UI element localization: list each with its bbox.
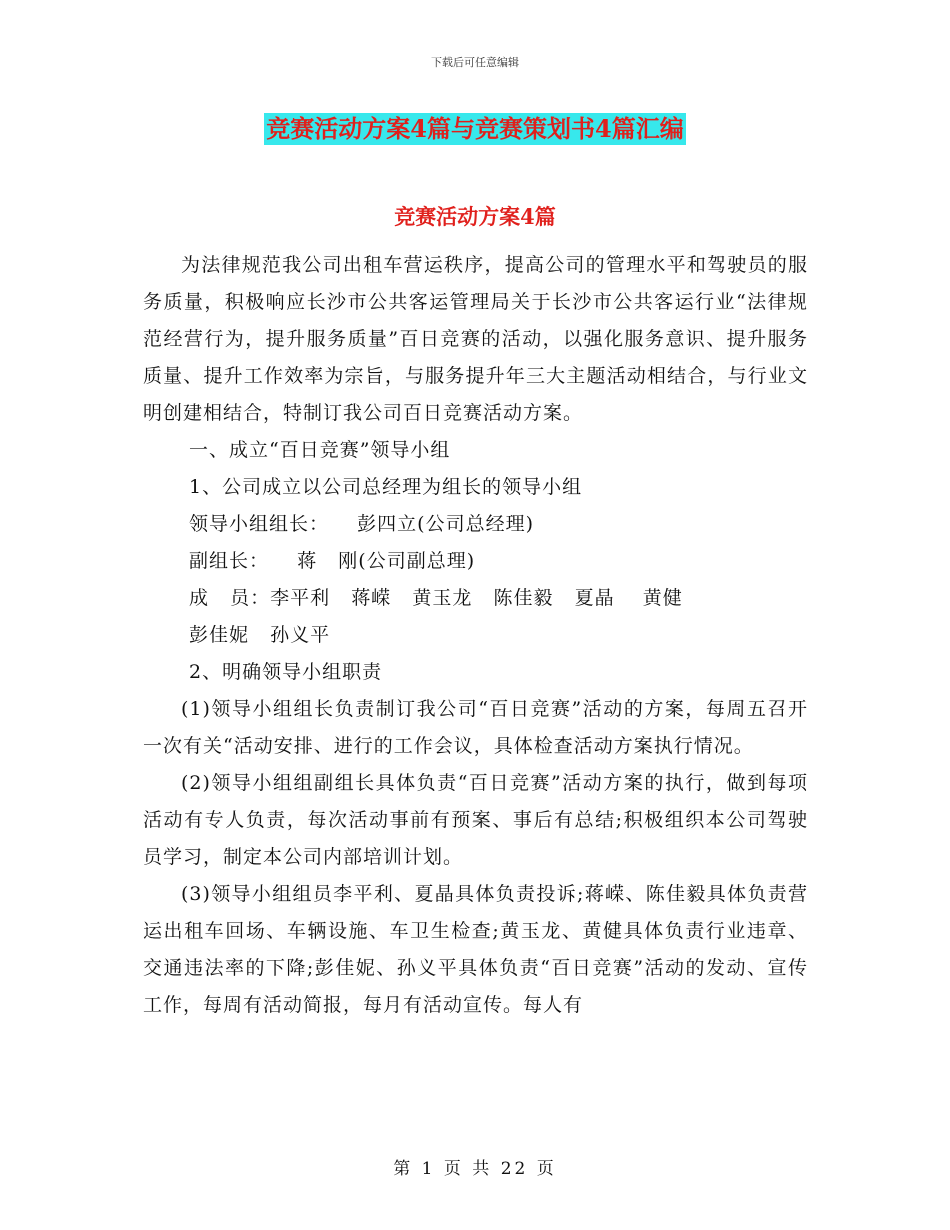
heading-leadership-group: 一、成立“百日竞赛”领导小组 [189, 439, 451, 461]
members-line-continued: 彭佳妮 孙义平 [189, 624, 331, 646]
item-establish-group: 1、公司成立以公司总经理为组长的领导小组 [189, 476, 583, 498]
document-body [143, 247, 808, 1024]
members-line: 成 员：李平利 蒋嵘 黄玉龙 陈佳毅 夏晶 黄健 [189, 587, 683, 609]
deputy-line: 副组长： 蒋 刚(公司副总理) [189, 550, 476, 572]
paragraph-duty-1: (1)领导小组组长负责制订我公司“百日竞赛”活动的方案，每周五召开一次有关“活动安排、进行的工作会议，具体检查活动方案执行情况。 [143, 698, 808, 757]
header-note: 下载后可任意编辑 [431, 56, 519, 69]
paragraph-duty-2: (2)领导小组组副组长具体负责“百日竞赛”活动方案的执行，做到每项活动有专人负责，每次活动事前有预案、事后有总结;积极组织本公司驾驶员学习，制定本公司内部培训计划。 [143, 772, 808, 868]
paragraph-intro: 为法律规范我公司出租车营运秩序，提高公司的管理水平和驾驶员的服务质量，积极响应长沙市公共客运管理局关于长沙市公共客运行业“法律规范经营行为，提升服务质量”百日竞赛的活动，以强化服务意识、提升服务质量、提升工作效率为宗旨，与服务提升年三大主题活动相结合，与行业文明创建相结合，特制订我公司百日竞赛活动方案。 [143, 254, 808, 424]
section-title: 竞赛活动方案4篇 [394, 204, 556, 229]
leader-line: 领导小组组长： 彭四立(公司总经理) [189, 513, 534, 535]
document-title: 竞赛活动方案4篇与竞赛策划书4篇汇编 [266, 114, 684, 143]
item-responsibilities: 2、明确领导小组职责 [189, 661, 383, 683]
page-number: 第 1 页 共 22 页 [393, 1159, 557, 1179]
document-title-wrap [0, 113, 950, 145]
paragraph-duty-3: (3)领导小组组员李平利、夏晶具体负责投诉;蒋嵘、陈佳毅具体负责营运出租车回场、车辆设施、车卫生检查;黄玉龙、黄健具体负责行业违章、交通违法率的下降;彭佳妮、孙义平具体负责“百日竞赛”活动的发动、宣传工作，每周有活动简报，每月有活动宣传。每人有 [143, 883, 808, 1016]
